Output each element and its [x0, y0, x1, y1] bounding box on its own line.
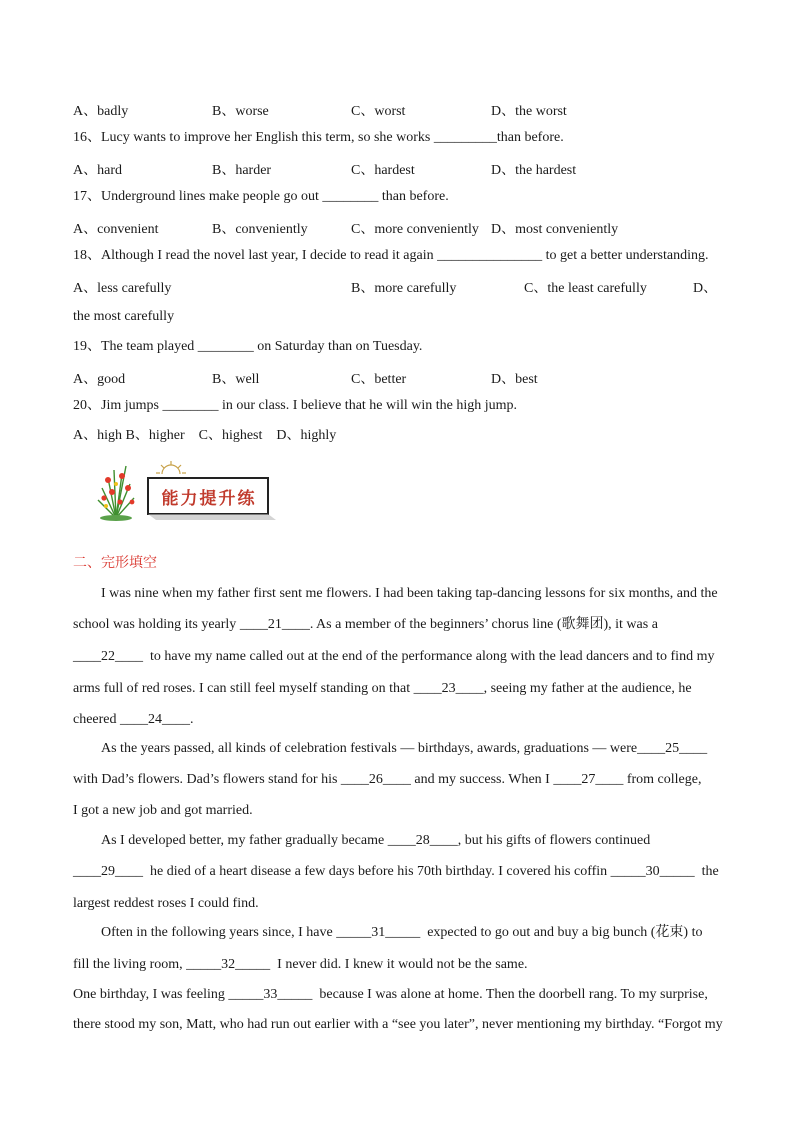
q18-option-d[interactable]: D、: [693, 281, 718, 296]
q18-option-a[interactable]: A、less carefully: [73, 281, 172, 296]
blank-27[interactable]: ____27____: [553, 772, 624, 787]
q16-option-c[interactable]: C、hardest: [351, 163, 415, 178]
q17-option-b[interactable]: B、conveniently: [212, 222, 308, 237]
q15-option-b[interactable]: B、worse: [212, 104, 269, 119]
passage-text: As the years passed, all kinds of celebration festivals — birthdays, awards, graduations — were: [101, 741, 638, 756]
passage-text: cheered: [73, 712, 121, 727]
q18-option-d-text[interactable]: the most carefully: [73, 309, 175, 324]
q20-options[interactable]: A、high B、higher C、highest D、highly: [73, 428, 337, 443]
passage-line: [73, 986, 708, 1004]
passage-line: [101, 924, 703, 942]
q19-option-d[interactable]: D、best: [491, 372, 538, 387]
blank-31[interactable]: _____31_____: [336, 925, 421, 940]
blank-25[interactable]: ____25____: [637, 741, 708, 756]
q16-option-d[interactable]: D、the hardest: [491, 163, 577, 178]
passage-line: [73, 680, 692, 698]
blank-33[interactable]: _____33_____: [228, 987, 313, 1002]
blank-23[interactable]: ____23____: [413, 681, 484, 696]
passage-text: Often in the following years since, I have: [101, 925, 337, 940]
passage-text: arms full of red roses. I can still feel myself standing on that: [73, 681, 414, 696]
passage-text: to have my name called out at the end of the performance along with the lead dancers and to find my: [143, 649, 715, 664]
q18-option-b[interactable]: B、more carefully: [351, 281, 457, 296]
passage-text: fill the living room,: [73, 957, 187, 972]
q15-option-c[interactable]: C、worst: [351, 104, 406, 119]
passage-line: [73, 648, 714, 666]
passage-text: because I was alone at home. Then the doorbell rang. To my surprise,: [312, 987, 708, 1002]
passage-text: One birthday, I was feeling: [73, 987, 229, 1002]
blank-26[interactable]: ____26____: [340, 772, 411, 787]
passage-line: largest reddest roses I could find.: [73, 896, 259, 911]
passage-line: [73, 863, 719, 881]
q19-stem: 19、The team played ________ on Saturday than on Tuesday.: [73, 339, 423, 354]
passage-line: [73, 956, 528, 974]
passage-line: [101, 740, 707, 758]
passage-line: [73, 711, 194, 729]
passage-text: the: [694, 864, 719, 879]
q16-option-b[interactable]: B、harder: [212, 163, 272, 178]
passage-text: from college,: [623, 772, 702, 787]
passage-line: I was nine when my father first sent me flowers. I had been taking tap-dancing lessons for six months, and the: [101, 586, 718, 601]
passage-text: . As a member of the beginners’ chorus line (歌舞团), it was a: [309, 617, 658, 632]
q19-option-b[interactable]: B、well: [212, 372, 260, 387]
q19-option-c[interactable]: C、better: [351, 372, 407, 387]
passage-text: .: [190, 712, 194, 727]
passage-text: school was holding its yearly: [73, 617, 240, 632]
q18-stem: 18、Although I read the novel last year, I decide to read it again _______________ to get a better understanding.: [73, 248, 709, 263]
passage-text: he died of a heart disease a few days before his 70th birthday. I covered his coffin: [143, 864, 611, 879]
q17-option-d[interactable]: D、most conveniently: [491, 222, 619, 237]
passage-line: I got a new job and got married.: [73, 803, 253, 818]
passage-line: there stood my son, Matt, who had run out earlier with a “see you later”, never mentioning my birthday. “Forgot my: [73, 1017, 723, 1032]
passage-text: and my success. When I: [410, 772, 554, 787]
q18-option-c[interactable]: C、the least carefully: [524, 281, 647, 296]
q17-option-a[interactable]: A、convenient: [73, 222, 159, 237]
passage-text: As I developed better, my father gradually became: [101, 833, 388, 848]
passage-line: [73, 771, 701, 789]
q15-option-a[interactable]: A、badly: [73, 104, 129, 119]
q16-option-a[interactable]: A、hard: [73, 163, 122, 178]
q20-stem: 20、Jim jumps ________ in our class. I believe that he will win the high jump.: [73, 398, 518, 413]
blank-24[interactable]: ____24____: [120, 712, 191, 727]
passage-text: with Dad’s flowers. Dad’s flowers stand for his: [73, 772, 341, 787]
passage-line: [73, 616, 658, 634]
passage-text: expected to go out and buy a big bunch (花束) to: [420, 925, 703, 940]
passage-text: I never did. I knew it would not be the same.: [270, 957, 528, 972]
passage-line: [101, 832, 650, 850]
blank-28[interactable]: ____28____: [387, 833, 458, 848]
ability-banner: [86, 458, 276, 524]
blank-21[interactable]: ____21____: [239, 617, 310, 632]
q15-option-d[interactable]: D、the worst: [491, 104, 567, 119]
q17-option-c[interactable]: C、more conveniently: [351, 222, 479, 237]
blank-30[interactable]: _____30_____: [610, 864, 695, 879]
q16-stem: 16、Lucy wants to improve her English this term, so she works _________than before.: [73, 130, 564, 145]
passage-text: , seeing my father at the audience, he: [483, 681, 692, 696]
q17-stem: 17、Underground lines make people go out ________ than before.: [73, 189, 449, 204]
blank-29[interactable]: ____29____: [73, 864, 143, 879]
section-title: 二、完形填空: [73, 556, 157, 571]
q19-option-a[interactable]: A、good: [73, 372, 126, 387]
banner-title: 能力提升练: [161, 489, 257, 509]
blank-32[interactable]: _____32_____: [186, 957, 271, 972]
passage-text: , but his gifts of flowers continued: [457, 833, 651, 848]
blank-22[interactable]: ____22____: [73, 649, 143, 664]
